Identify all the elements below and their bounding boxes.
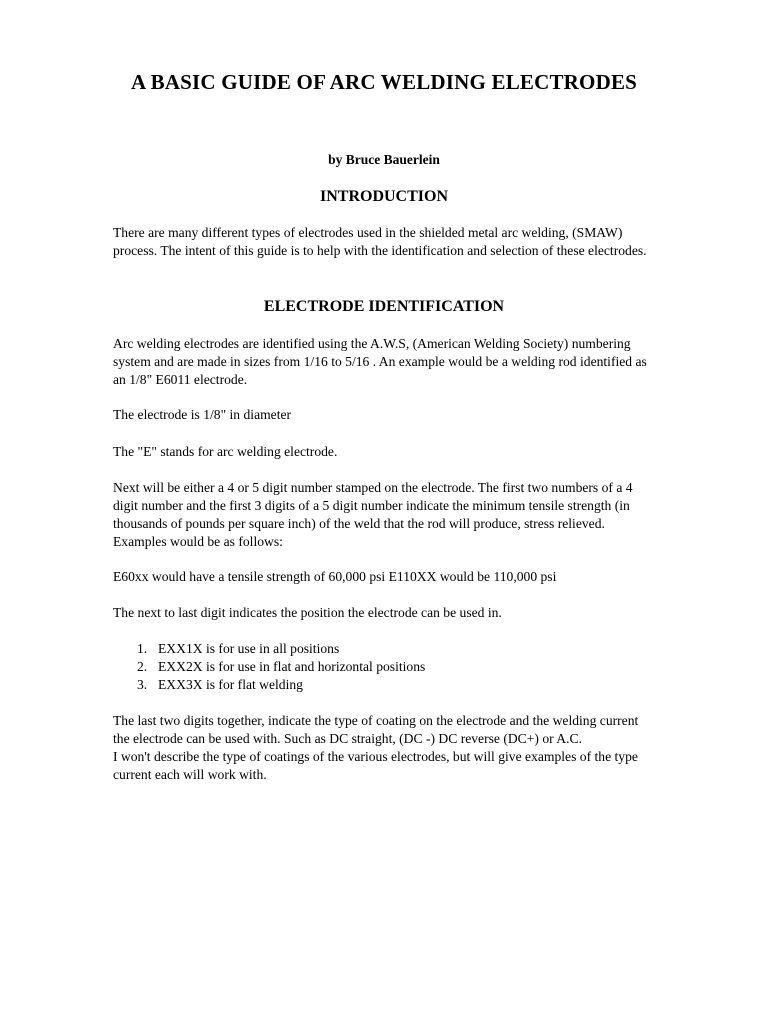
list-item-number: 1. — [137, 641, 148, 656]
document-title: A BASIC GUIDE OF ARC WELDING ELECTRODES — [130, 70, 638, 94]
introduction-paragraph: There are many different types of electrodes used in the shielded metal arc welding, (SMAW) process. The intent of this guide is to help with the identification and selection of these electrodes. — [113, 225, 647, 258]
author-byline: by Bruce Bauerlein — [328, 152, 440, 167]
position-list — [113, 640, 658, 694]
list-item-number: 3. — [137, 677, 148, 692]
list-item-text: EXX1X is for use in all positions — [158, 641, 340, 656]
tensile-example-paragraph: E60xx would have a tensile strength of 60,000 psi E110XX would be 110,000 psi — [113, 569, 557, 584]
current-examples-line: I won't describe the type of coatings of the various electrodes, but will give examples of the type current each will work with. — [113, 749, 638, 782]
list-item-text: EXX2X is for use in flat and horizontal positions — [158, 659, 426, 674]
list-item — [113, 676, 658, 694]
coating-paragraph — [113, 712, 658, 784]
coating-line: The last two digits together, indicate the type of coating on the electrode and the welding current the electrode can be used with. Such as DC straight, (DC -) DC reverse (DC+) or A.C. — [113, 713, 639, 746]
tensile-strength-paragraph: Next will be either a 4 or 5 digit number stamped on the electrode. The first two numbers of a 4 digit number and the first 3 digits of a 5 digit number indicate the minimum tensile strength (in thousands of pounds per square inch) of the weld that the rod will produce, stress relieved. Examples would be as follows: — [113, 480, 633, 549]
aws-numbering-paragraph: Arc welding electrodes are identified using the A.W.S, (American Welding Society) numbering system and are made in sizes from 1/16 to 5/16 . An example would be a welding rod identified as an 1/8" E6011 electrode. — [113, 336, 647, 387]
list-item — [113, 640, 658, 658]
diameter-paragraph: The electrode is 1/8" in diameter — [113, 407, 292, 422]
list-item — [113, 658, 658, 676]
section-heading-introduction: INTRODUCTION — [319, 188, 448, 205]
list-item-number: 2. — [137, 659, 148, 674]
e-meaning-paragraph: The "E" stands for arc welding electrode. — [113, 444, 338, 459]
position-digit-paragraph: The next to last digit indicates the position the electrode can be used in. — [113, 605, 502, 620]
section-heading-electrode-identification: ELECTRODE IDENTIFICATION — [263, 298, 505, 315]
list-item-text: EXX3X is for flat welding — [158, 677, 303, 692]
